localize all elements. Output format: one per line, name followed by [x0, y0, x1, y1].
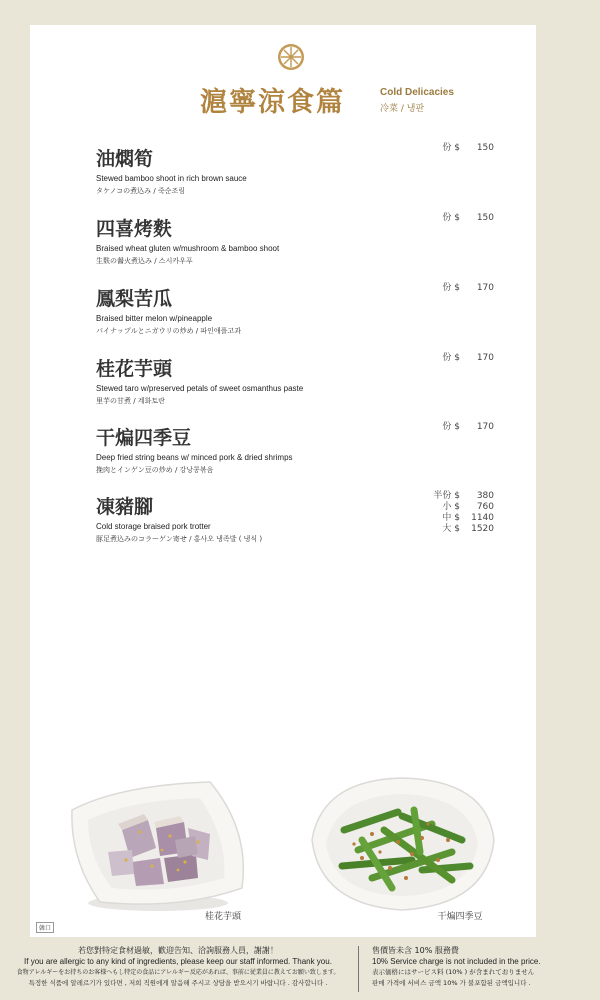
- dish-translation: 里芋の甘煮 / 계화토란: [96, 397, 165, 405]
- dish-translation: タケノコの煮込み / 죽순조림: [96, 187, 186, 195]
- price-label: 份 $: [442, 422, 460, 432]
- price-row: [442, 143, 494, 154]
- citrus-slice-icon: [277, 43, 305, 71]
- price-list: [442, 143, 494, 154]
- price-row: [433, 491, 494, 502]
- allergy-notice-english: If you are allergic to any kind of ingredients, please keep our staff informed. Thank you.: [24, 957, 332, 966]
- dish-translation: 挽肉とインゲン豆の炒め / 강낭콩볶음: [96, 466, 214, 474]
- page-code: 韓口: [36, 922, 54, 933]
- price-value: 1520: [471, 524, 494, 534]
- dish-name: 干煸四季豆: [96, 427, 192, 449]
- price-label: 份 $: [442, 353, 460, 363]
- dish-name: 油燜筍: [96, 148, 154, 170]
- price-label: 半份 $: [433, 491, 460, 501]
- dish-name: 桂花芋頭: [96, 358, 173, 380]
- price-value: 760: [476, 502, 494, 512]
- dish-english: Deep fried string beans w/ minced pork & dried shrimps: [96, 453, 293, 462]
- price-row: [433, 513, 494, 524]
- dish-translation: パイナップルとニガウリの炒め / 파인애플고과: [96, 327, 241, 335]
- dish-english: Braised bitter melon w/pineapple: [96, 314, 213, 323]
- dish-english: Stewed taro w/preserved petals of sweet osmanthus paste: [96, 384, 304, 393]
- footer-divider: [358, 946, 359, 992]
- price-value: 170: [476, 283, 494, 293]
- price-row: [433, 502, 494, 513]
- price-label: 份 $: [442, 283, 460, 293]
- dish-name: 鳳梨苦瓜: [96, 288, 173, 310]
- menu-item: [96, 422, 516, 475]
- dish-english: Stewed bamboo shoot in rich brown sauce: [96, 174, 247, 183]
- price-value: 150: [476, 143, 494, 153]
- section-title-english: Cold Delicacies: [380, 87, 454, 98]
- dish-name: 凍豬腳: [96, 496, 154, 518]
- dish-english: Braised wheat gluten w/mushroom & bamboo shoot: [96, 244, 280, 253]
- service-charge-notice: [372, 945, 597, 989]
- price-value: 170: [476, 422, 494, 432]
- menu-item: [96, 491, 516, 544]
- service-notice-korean: 판매 가격에 서비스 금액 10% 가 불포함된 금액입니다 .: [372, 979, 531, 987]
- allergy-notice-japanese: 食物アレルギーをお持ちのお客様へもし特定の食品にアレルギー反応があれば、事前に従業員に教えてお願い致します。: [16, 969, 340, 976]
- menu-item: [96, 213, 516, 266]
- price-row: [442, 422, 494, 433]
- dish-english: Cold storage braised pork trotter: [96, 522, 211, 531]
- price-row: [433, 524, 494, 535]
- price-value: 150: [476, 213, 494, 223]
- price-row: [442, 283, 494, 294]
- price-label: 小 $: [442, 502, 460, 512]
- price-label: 份 $: [442, 213, 460, 223]
- dish-name: 四喜烤麩: [96, 218, 173, 240]
- price-list: [442, 353, 494, 364]
- menu-item: [96, 283, 516, 336]
- taro-dish-photo: [60, 770, 250, 920]
- price-value: 380: [476, 491, 494, 501]
- price-list: [433, 491, 494, 535]
- price-list: [442, 422, 494, 433]
- allergy-notice-korean: 특정한 식품에 알레르기가 있다면 , 저희 직원에게 알음해 주시고 상담을 받으시기 바랍니다 . 감사합니다 .: [28, 979, 328, 987]
- section-title-subtitle: 冷菜 / 냉판: [380, 104, 425, 114]
- price-label: 中 $: [442, 513, 460, 523]
- price-row: [442, 213, 494, 224]
- menu-page: [30, 25, 536, 937]
- service-notice-chinese: 售價皆未含 10% 服務費: [372, 946, 459, 955]
- price-list: [442, 283, 494, 294]
- menu-item: [96, 143, 516, 196]
- dish-translation: 豚足煮込みのコラーゲン寄せ / 홍사오 냉족발 ( 냉식 ): [96, 535, 263, 543]
- price-list: [442, 213, 494, 224]
- section-title: 滬寧涼食篇: [200, 87, 345, 118]
- allergy-notice-chinese: 若您對特定食材過敏，歡迎告知、洽詢服務人員，謝謝！: [78, 946, 278, 955]
- price-value: 1140: [471, 513, 494, 523]
- allergy-notice: [0, 945, 356, 989]
- menu-item: [96, 353, 516, 406]
- price-label: 份 $: [442, 143, 460, 153]
- dish-translation: 生麩の醤火煮込み / 스시카우푸: [96, 257, 193, 265]
- price-label: 大 $: [442, 524, 460, 534]
- photo-caption: 干煸四季豆: [437, 912, 483, 922]
- string-beans-dish-photo: [302, 770, 502, 920]
- price-row: [442, 353, 494, 364]
- service-notice-english: 10% Service charge is not included in the price.: [372, 957, 541, 966]
- photo-caption: 桂花芋頭: [204, 912, 241, 922]
- service-notice-japanese: 表示価格にはサービス料 (10% ) が含まれておりません: [372, 968, 535, 976]
- price-value: 170: [476, 353, 494, 363]
